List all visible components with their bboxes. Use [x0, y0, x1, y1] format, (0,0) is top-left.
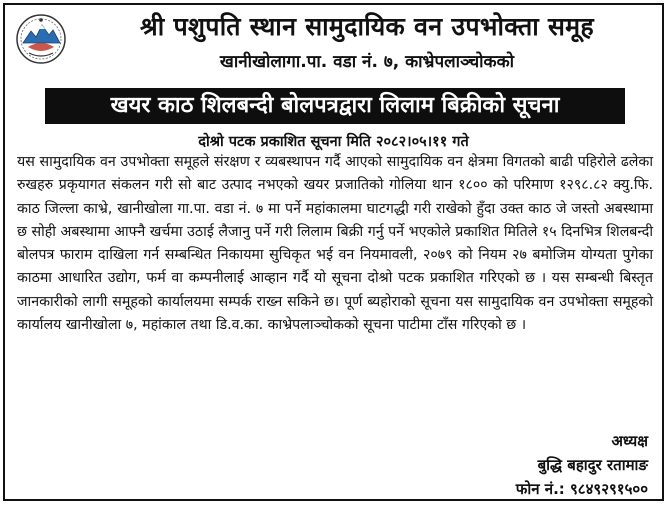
notice-frame — [3, 3, 664, 501]
organization-name: श्री पशुपति स्थान सामुदायिक वन उपभोक्ता समूह — [140, 12, 594, 41]
notice-body: यस सामुदायिक वन उपभोक्ता समूहले संरक्षण र व्यबस्थापन गर्दै आएको सामुदायिक वन क्षेत्रमा विगतको बाढी पहिरोले ढलेका रुखहरु प्रकृयागत संकलन गरी सो बाट उत्पाद नभएको खयर प्रजातिको गोलिया थान १८०० को परिमाण १२९८.८२ क्यु.फि. काठ जिल्ला काभ्रे, खानीखोला गा.पा. वडा नं. ७ मा पर्ने महांकालमा घाटगद्धी गरी राखेको हुँदा उक्त काठ जे जस्तो अबस्थामा छ सोही अबस्थामा आफ्नै खर्चमा उठाई लैजानु पर्ने गरी लिलाम बिक्री गर्नु पर्ने भएकोले प्रकाशित मितिले १५ दिनभित्र शिलबन्दी बोलपत्र फाराम दाखिला गर्न सम्बन्धित निकायमा सुचिकृत भई वन नियमावली, २०७९ को नियम २७ बमोजिम योग्यता पुगेका काठमा आधारित उद्योग, फर्म वा कम्पनीलाई आव्हान गर्दै यो सूचना दोश्रो पटक प्रकाशित गरिएको छ । यस सम्बन्धी बिस्तृत जानकारीको लागी समूहको कार्यालयमा सम्पर्क राख्न सकिने छ। पूर्ण ब्यहोराको सूचना यस सामुदायिक वन उपभोक्ता समूहको कार्यालय खानीखोला ७, महांकाल तथा डि.व.का. काभ्रेपलाञ्चोकको सूचना पाटीमा टाँस गरिएको छ । — [17, 154, 653, 334]
contact-phone: फोन नं.: ९८४९२९१५०० — [515, 480, 648, 498]
organization-address: खानीखोलागा.पा. वडा नं. ७, काभ्रेपलाञ्चोकको — [219, 52, 515, 72]
signature-block — [516, 429, 648, 501]
publication-date-line: दोश्रो पटक प्रकाशित सूचना मिति २०८२।०५।११ गते — [198, 134, 469, 150]
signatory-name: बुद्धि बहादुर रतामाङ — [537, 456, 648, 474]
signatory-title: अध्यक्ष — [611, 432, 648, 450]
notice-title: खयर काठ शिलबन्दी बोलपत्रद्वारा लिलाम बिक्रीको सूचना — [45, 88, 625, 124]
nepal-government-emblem-icon — [15, 13, 67, 65]
